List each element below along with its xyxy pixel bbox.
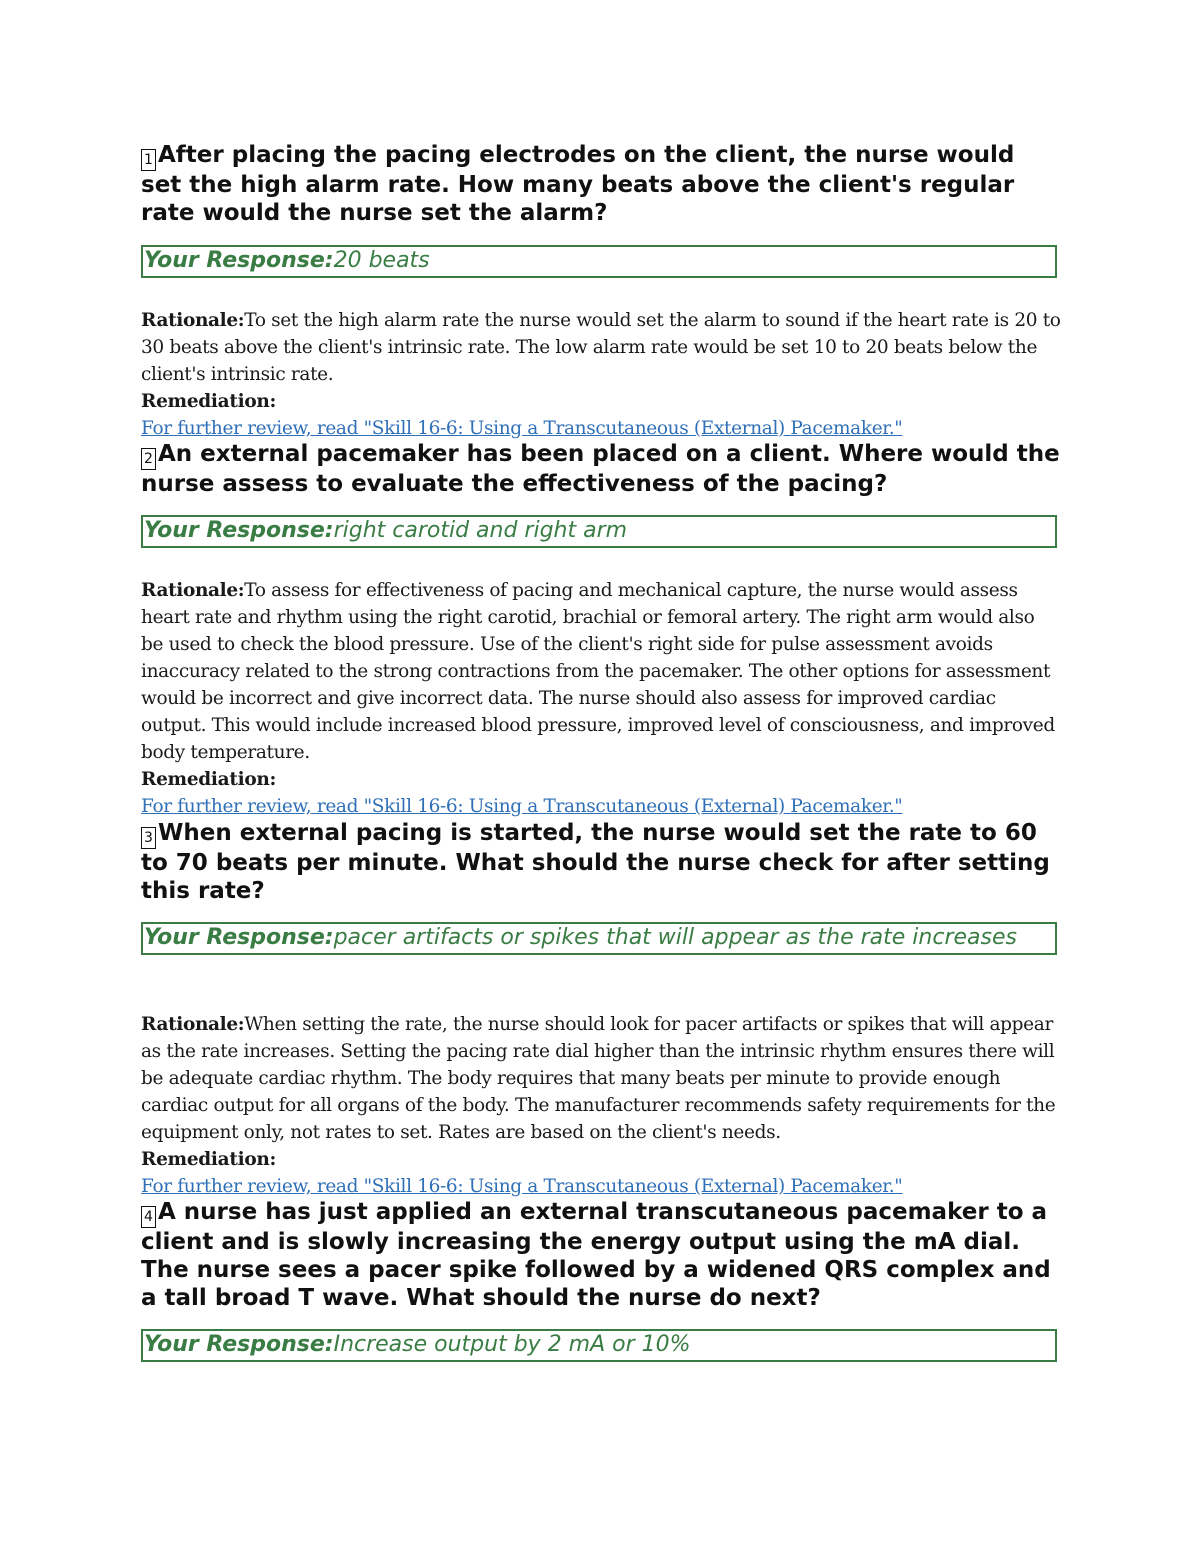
remediation-link[interactable]: For further review, read "Skill 16-6: Using a Transcutaneous (External) Pacemaker." (141, 1176, 903, 1197)
rationale-body: To assess for effectiveness of pacing and mechanical capture, the nurse would assess heart rate and rhythm using the right carotid, brachial or femoral artery. The right arm would also be used to check the blood pressure. Use of the client's right side for pulse assessment avoids inaccuracy related to the strong contractions from the pacemaker. The other options for assessment would be incorrect and give incorrect data. The nurse should also assess for improved cardiac output. This would include increased blood pressure, improved level of consciousness, and improved body temperature. (141, 580, 1055, 763)
response-label: Your Response: (144, 248, 334, 273)
rationale-block-3 (141, 1011, 1061, 1200)
response-value: Increase output by 2 mA or 10% (333, 1332, 691, 1357)
response-box-1 (141, 245, 1061, 278)
question-block-4 (141, 1198, 1061, 1312)
question-text-2 (141, 440, 1061, 498)
question-text-1 (141, 141, 1061, 227)
response-label: Your Response: (144, 1332, 334, 1357)
rationale-text (141, 1011, 1061, 1146)
question-number-box: 2 (141, 448, 156, 470)
response-value: right carotid and right arm (333, 518, 628, 543)
response-value: 20 beats (333, 248, 430, 273)
question-block-1 (141, 141, 1061, 227)
response-value: pacer artifacts or spikes that will appear as the rate increases (333, 925, 1017, 950)
rationale-block-2 (141, 577, 1061, 820)
response-box-3 (141, 922, 1061, 955)
remediation-label: Remediation: (141, 1149, 277, 1170)
response-field (141, 1329, 1057, 1362)
question-1: After placing the pacing electrodes on the client, the nurse would set the high alarm rate. How many beats above the client's regular rate would the nurse set the alarm? (141, 142, 1015, 226)
question-block-2 (141, 440, 1061, 498)
response-label: Your Response: (144, 518, 334, 543)
rationale-label: Rationale: (141, 580, 245, 601)
rationale-body: When setting the rate, the nurse should look for pacer artifacts or spikes that will appear as the rate increases. Setting the pacing rate dial higher than the intrinsic rhythm ensures there will be adequate cardiac rhythm. The body requires that many beats per minute to provide enough cardiac output for all organs of the body. The manufacturer recommends safety requirements for the equipment only, not rates to set. Rates are based on the client's needs. (141, 1014, 1056, 1143)
rationale-label: Rationale: (141, 310, 245, 331)
rationale-label: Rationale: (141, 1014, 245, 1035)
question-number-box: 1 (141, 149, 156, 171)
remediation-label: Remediation: (141, 769, 277, 790)
question-block-3 (141, 819, 1061, 905)
question-text-3 (141, 819, 1061, 905)
rationale-body: To set the high alarm rate the nurse would set the alarm to sound if the heart rate is 20 to 30 beats above the client's intrinsic rate. The low alarm rate would be set 10 to 20 beats below the client's intrinsic rate. (141, 310, 1061, 385)
question-text-4 (141, 1198, 1061, 1312)
question-number-box: 3 (141, 827, 156, 849)
response-field (141, 245, 1057, 278)
response-field (141, 922, 1057, 955)
rationale-text (141, 307, 1061, 388)
question-3: When external pacing is started, the nurse would set the rate to 60 to 70 beats per minute. What should the nurse check for after setting this rate? (141, 820, 1050, 904)
response-box-2 (141, 515, 1061, 548)
question-2: An external pacemaker has been placed on a client. Where would the nurse assess to evaluate the effectiveness of the pacing? (141, 441, 1060, 497)
response-label: Your Response: (144, 925, 334, 950)
rationale-block-1 (141, 307, 1061, 442)
question-4: A nurse has just applied an external transcutaneous pacemaker to a client and is slowly increasing the energy output using the mA dial. The nurse sees a pacer spike followed by a widened QRS complex and a tall broad T wave. What should the nurse do next? (141, 1199, 1051, 1311)
remediation-link[interactable]: For further review, read "Skill 16-6: Using a Transcutaneous (External) Pacemaker." (141, 418, 903, 439)
question-number-box: 4 (141, 1206, 156, 1228)
response-box-4 (141, 1329, 1061, 1362)
response-field (141, 515, 1057, 548)
remediation-label: Remediation: (141, 391, 277, 412)
remediation-link[interactable]: For further review, read "Skill 16-6: Using a Transcutaneous (External) Pacemaker." (141, 796, 903, 817)
rationale-text (141, 577, 1061, 766)
